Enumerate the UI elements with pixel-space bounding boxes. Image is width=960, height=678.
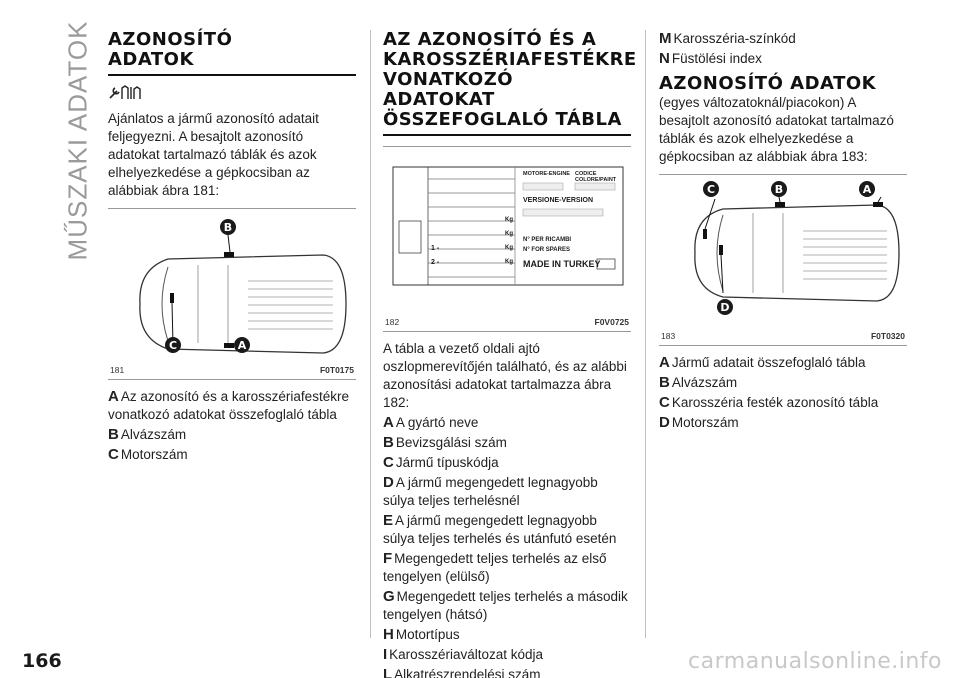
item-key: C: [108, 446, 119, 463]
van-top-view-illustration: [659, 175, 907, 325]
plate-versione: VERSIONE-VERSION: [523, 197, 594, 204]
figure-code: F0T0175: [319, 365, 354, 375]
figure-code: F0T0320: [870, 331, 905, 341]
legend-list: [108, 388, 356, 464]
item-text: A gyártó neve: [395, 415, 479, 430]
list-item: [383, 646, 631, 664]
plate-spares: N° FOR SPARES: [523, 247, 570, 253]
list-item: [108, 388, 356, 424]
item-text: Alvázszám: [120, 427, 187, 442]
item-text: Alvázszám: [671, 375, 738, 390]
figure-182: [383, 146, 631, 332]
figure-number: 181: [110, 365, 125, 375]
item-key: F: [383, 550, 393, 567]
list-item: [659, 30, 907, 48]
heading-line: AZONOSÍTÓ: [108, 29, 233, 50]
figure-caption: [108, 363, 356, 375]
item-text: Jármű típuskódja: [395, 455, 499, 470]
item-key: D: [659, 414, 670, 431]
heading-line: ADATOK: [108, 49, 194, 70]
list-item: [108, 426, 356, 444]
item-key: B: [659, 374, 670, 391]
maintenance-wrench-icon: [108, 84, 148, 102]
plate-kg-4: Kg: [505, 259, 513, 265]
item-text: Bevizsgálási szám: [395, 435, 507, 450]
item-key: H: [383, 626, 394, 643]
column-3: [659, 30, 907, 434]
plate-kg-2: Kg: [505, 231, 513, 237]
plate-kg-1: Kg: [505, 217, 513, 223]
column-divider: [645, 30, 646, 638]
side-section-title: [58, 20, 98, 260]
item-key: B: [108, 426, 119, 443]
marker-b: B: [771, 181, 787, 197]
plate-row-1: 1 -: [431, 245, 440, 252]
item-key: A: [108, 388, 119, 405]
item-text: Karosszériaváltozat kódja: [389, 647, 543, 662]
list-item: [383, 454, 631, 472]
item-text: Megengedett teljes terhelés a második tengelyen (hátsó): [383, 589, 628, 622]
section-heading-summary-plate: [383, 29, 637, 136]
plate-made-in: MADE IN TURKEY: [523, 259, 601, 269]
list-item: [108, 446, 356, 464]
intro-text: (egyes változatoknál/piacokon) A besajtolt azonosító adatokat tartalmazó táblák és azok elhelyezkedése a gépkocsiban az alábbiak ábra 183:: [659, 95, 894, 164]
marker-c: C: [165, 337, 181, 353]
list-item: [383, 588, 631, 624]
marker-b: B: [220, 219, 236, 235]
marker-a: A: [234, 337, 250, 353]
section-heading-azonosito-adatok-2: AZONOSÍTÓ ADATOK: [659, 73, 877, 94]
plate-kg-3: Kg: [505, 245, 513, 251]
figure-code: F0V0725: [594, 317, 629, 327]
plate-codice-colore: CODICE COLORE/PAINT: [575, 171, 617, 183]
item-key: D: [383, 474, 394, 491]
item-text: Az azonosító és a karosszériafestékre vonatkozó adatokat összefoglaló tábla: [108, 389, 349, 422]
list-item: [383, 512, 631, 548]
list-item: [659, 354, 907, 372]
figure-caption: [659, 329, 907, 341]
item-text: Karosszéria festék azonosító tábla: [671, 395, 879, 410]
plate-intro-text: A tábla a vezető oldali ajtó oszlopmerevítőjén található, és az alábbi azonosítási adatokat tartalmazza ábra 182:: [383, 341, 627, 410]
plate-ricambi: N° PER RICAMBI: [523, 237, 572, 243]
item-text: Karosszéria-színkód: [673, 31, 796, 46]
list-item: [659, 374, 907, 392]
heading-line: AZ AZONOSÍTÓ ÉS A: [383, 29, 597, 50]
plate-row-2: 2 -: [431, 259, 440, 266]
legend-list: [659, 354, 907, 432]
figure-caption: [383, 315, 631, 327]
item-key: I: [383, 646, 388, 663]
item-key: A: [383, 414, 394, 431]
item-key: E: [383, 512, 394, 529]
item-text: A jármű megengedett legnagyobb súlya teljes terhelésnél: [383, 475, 598, 508]
figure-number: 182: [385, 317, 400, 327]
item-text: Motorszám: [120, 447, 188, 462]
item-key: M: [659, 30, 672, 47]
list-item: [383, 550, 631, 586]
figure-183: [659, 174, 907, 346]
list-item: [383, 666, 631, 678]
item-key: C: [659, 394, 670, 411]
item-text: Alkatrészrendelési szám: [394, 667, 541, 678]
column-1: [108, 30, 356, 466]
column-2: [383, 29, 637, 678]
item-key: A: [659, 354, 670, 371]
list-item: [383, 474, 631, 510]
item-text: A jármű megengedett legnagyobb súlya teljes terhelés és utánfutó esetén: [383, 513, 617, 546]
item-key: C: [383, 454, 394, 471]
list-item: [383, 434, 631, 452]
list-item: [383, 414, 631, 432]
figure-181: [108, 208, 356, 380]
legend-list: [383, 414, 631, 678]
heading-line: VONATKOZÓ ADATOKAT: [383, 69, 514, 110]
marker-a: A: [859, 181, 875, 197]
item-text: Motorszám: [671, 415, 739, 430]
page-number: 166: [22, 650, 62, 672]
list-item: [659, 414, 907, 432]
marker-c: C: [703, 181, 719, 197]
figure-number: 183: [661, 331, 676, 341]
list-item: [659, 50, 907, 68]
item-key: G: [383, 588, 395, 605]
item-text: Motortípus: [395, 627, 460, 642]
heading-line: KAROSSZÉRIAFESTÉKRE: [383, 49, 637, 70]
side-section-title-text: MŰSZAKI ADATOK: [62, 20, 93, 260]
item-key: N: [659, 50, 670, 67]
item-key: L: [383, 666, 393, 678]
item-key: B: [383, 434, 394, 451]
column-divider: [370, 30, 371, 638]
plate-motore-engine: MOTORE-ENGINE: [523, 171, 570, 177]
item-text: Jármű adatait összefoglaló tábla: [671, 355, 866, 370]
list-item: [659, 394, 907, 412]
item-text: Megengedett teljes terhelés az első tengelyen (elülső): [383, 551, 607, 584]
marker-d: D: [717, 299, 733, 315]
section-heading-azonosito-adatok: [108, 30, 356, 76]
legend-list-continued: [659, 30, 907, 68]
item-text: Füstölési index: [671, 51, 762, 66]
watermark-text: carmanualsonline.info: [688, 649, 942, 674]
intro-text: Ajánlatos a jármű azonosító adatait feljegyezni. A besajtolt azonosító adatokat tartalmazó táblák és azok elhelyezkedése a gépkocsiban az alábbiak ábra 181:: [108, 111, 319, 198]
list-item: [383, 626, 631, 644]
heading-line: ÖSSZEFOGLALÓ TÁBLA: [383, 109, 622, 130]
